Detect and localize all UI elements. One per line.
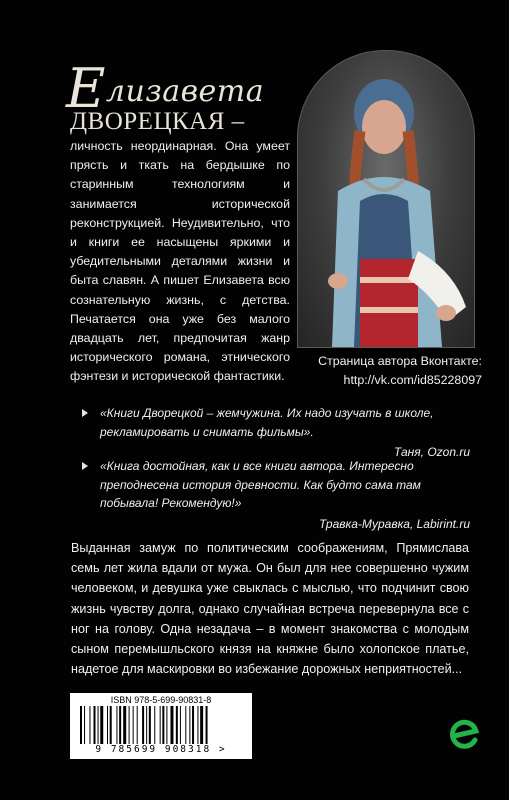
triangle-bullet-icon bbox=[82, 409, 88, 417]
barcode-bar bbox=[192, 706, 194, 744]
barcode-bar bbox=[200, 706, 203, 744]
book-annotation: Выданная замуж по политическим соображениям, Прямислава семь лет жила вдали от мужа. Он был для нее совершенно чужим человеком, и девушка уже свыклась с мыслью, что подчинит свою жизнь чувству долга, однако случайная встреча перевернула все с ног на голову. Одна незадача – в момент знакомства с молодым сыном перемышльского князя на княжне было холопское платье, надетое для маскировки во избежание дорожных неприятностей... bbox=[71, 541, 469, 677]
author-portrait bbox=[297, 50, 475, 348]
barcode-bar bbox=[89, 706, 90, 744]
barcode-bar bbox=[162, 706, 164, 744]
barcode-bar bbox=[180, 706, 181, 744]
barcode-bar bbox=[98, 706, 99, 744]
barcode-bar bbox=[133, 706, 134, 744]
author-first-name-rest: лизавета bbox=[105, 74, 265, 109]
barcode-bar bbox=[176, 706, 178, 744]
barcode-bar bbox=[154, 706, 155, 744]
author-bio: личность неординарная. Она умеет прясть и ткать на бердышке по старинным технологиям и занимается исторической реконструкцией. Неудивительно, что и книги ее насыщены яркими и убедительными деталями жизни и быта славян. А пишет Елизавета всю сознательную жизнь, с детства. Печатается она уже без малого двадцать лет, предпочитая жанр исторического романа, этнического фэнтези и исторической фантастики. bbox=[70, 139, 290, 384]
ean-number: 9 785699 908318 > bbox=[95, 744, 227, 755]
review-quote-text: «Книга достойная, как и все книги автора. Интересно преподнесена история древности. Как будто сама там побывала! Рекомендую!» bbox=[100, 459, 421, 510]
review-quote-1 bbox=[100, 404, 470, 462]
barcode-bar bbox=[116, 706, 117, 744]
barcode-bar bbox=[107, 706, 108, 744]
barcode-bar bbox=[119, 706, 121, 744]
barcode-bar bbox=[94, 706, 96, 744]
review-quote-source: Таня, Ozon.ru bbox=[393, 445, 470, 459]
isbn-barcode bbox=[70, 693, 252, 759]
triangle-bullet-icon bbox=[82, 462, 88, 470]
barcode-bar bbox=[185, 706, 186, 744]
author-last-name: ДВОРЕЦКАЯ – bbox=[70, 108, 245, 135]
barcode-bar bbox=[146, 706, 147, 744]
barcode-bar bbox=[149, 706, 151, 744]
vk-label: Страница автора Вконтакте: bbox=[318, 354, 482, 368]
barcode-bar bbox=[160, 706, 161, 744]
isbn-number: ISBN 978-5-699-90831-8 bbox=[110, 695, 212, 705]
barcode-bar bbox=[110, 706, 112, 744]
review-quote-2 bbox=[100, 457, 470, 533]
barcode-bar bbox=[142, 706, 144, 744]
barcode-bar bbox=[197, 706, 198, 744]
barcode-bar bbox=[80, 706, 82, 744]
review-quote-source: Травка-Муравка, Labirint.ru bbox=[319, 516, 470, 531]
vk-url: http://vk.com/id85228097 bbox=[343, 373, 482, 387]
barcode-bars bbox=[78, 706, 244, 744]
barcode-bar bbox=[84, 706, 85, 744]
barcode-bar bbox=[137, 706, 138, 744]
barcode-bar bbox=[100, 706, 103, 744]
barcode-bar bbox=[166, 706, 167, 744]
portrait-illustration bbox=[298, 51, 474, 347]
barcode-bar bbox=[129, 706, 130, 744]
barcode-bar bbox=[123, 706, 126, 744]
barcode-bar bbox=[189, 706, 190, 744]
review-quote-text: «Книги Дворецкой – жемчужина. Их надо изучать в школе, рекламировать и снимать фильмы». bbox=[100, 406, 434, 439]
publisher-e-logo-icon bbox=[446, 718, 482, 754]
barcode-bar bbox=[170, 706, 173, 744]
vk-info bbox=[300, 352, 482, 390]
author-initial: Е bbox=[66, 57, 106, 120]
barcode-bar bbox=[206, 706, 208, 744]
